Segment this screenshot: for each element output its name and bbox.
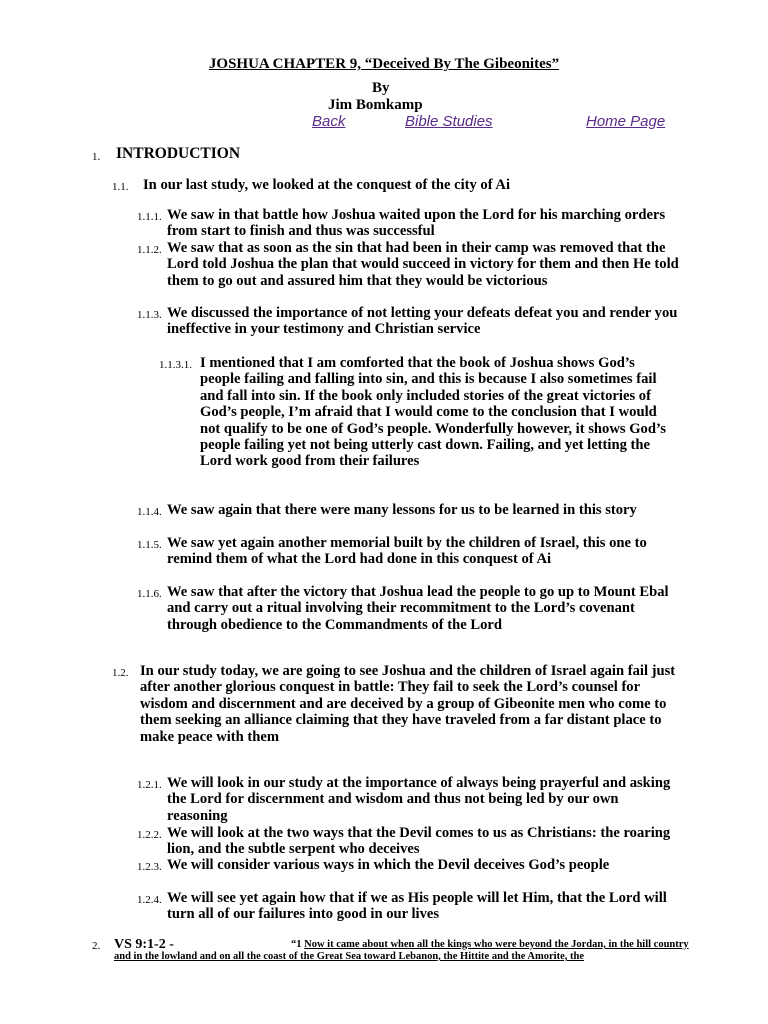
outline-number: 1.2.3. [137,861,162,873]
outline-number: 1.2.4. [137,894,162,906]
outline-text: I mentioned that I am comforted that the book of Joshua shows God’s people failing and falling into sin, and this is because I also sometimes fail and fall into sin. If the book only included stories of the great victories of God’s people, I’m afraid that I would come to the conclusion that I would not qualify to be one of God’s people. Wonderfully however, it shows God’s people failing yet not being utterly cast down. Failing, and yet letting the Lord work good from their failures [200,355,666,470]
verse-heading: VS 9:1-2 - [114,937,174,952]
outline-item-1-2-1 [137,775,679,824]
outline-item-1-1-5 [137,535,679,568]
outline-text: We discussed the importance of not letting your defeats defeat you and render you ineffective in your testimony and Christian service [167,305,678,338]
outline-number: 2. [92,940,101,952]
outline-text: We will look at the two ways that the Devil comes to us as Christians: the roaring lion, and the subtle serpent who deceives [167,825,671,858]
outline-text: In our last study, we looked at the conquest of the city of Ai [143,177,511,193]
outline-text: We saw that after the victory that Joshua lead the people to go up to Mount Ebal and carry out a ritual involving their recommitment to the Lord’s covenant through obedience to the Commandments of the Lord [167,584,669,633]
author-name: Jim Bomkamp [328,97,423,113]
outline-item-1-1-3 [137,305,679,338]
outline-number: 1.1.6. [137,588,162,600]
outline-item-1-1-2 [137,240,679,289]
bible-studies-link[interactable]: Bible Studies [405,113,493,130]
outline-number: 1.1. [112,181,129,193]
outline-text: We saw in that battle how Joshua waited upon the Lord for his marching orders from start to finish and thus was successful [167,207,666,240]
home-page-link[interactable]: Home Page [586,113,666,130]
outline-text: We saw that as soon as the sin that had been in their camp was removed that the Lord told Joshua the plan that would succeed in victory for them and then He told them to go out and assured him that they would be victorious [167,240,679,289]
outline-number: 1.1.3.1. [159,359,192,371]
outline-number: 1.1.2. [137,244,162,256]
section-introduction [92,145,676,163]
outline-text: We saw again that there were many lessons for us to be learned in this story [167,502,637,518]
outline-number: 1. [92,151,101,163]
outline-number: 1.2.1. [137,779,162,791]
outline-text: We saw yet again another memorial built by the children of Israel, this one to remind them of what the Lord had done in this conquest of Ai [167,535,647,568]
outline-item-1-2-3 [137,857,679,873]
outline-number: 1.1.3. [137,309,162,321]
outline-text: In our study today, we are going to see Joshua and the children of Israel again fail just after another glorious conquest in battle: They fail to seek the Lord’s counsel for wisdom and discernment and are deceived by a group of Gibeonite men who come to them seeking an alliance claiming that they have traveled from a far distant place to make peace with them [140,663,676,745]
page-title: JOSHUA CHAPTER 9, “Deceived By The Gibeonites” [208,56,560,72]
outline-item-1-1-6 [137,584,679,633]
outline-item-1-2 [112,663,682,745]
scripture-quote-line-2: and in the lowland and on all the coast of the Great Sea toward Lebanon, the Hittite and the Amorite, the [114,951,584,962]
outline-item-1-2-4 [137,890,679,923]
outline-number: 1.1.4. [137,506,162,518]
outline-number: 1.1.1. [137,211,162,223]
outline-item-1-1-3-1 [159,355,670,470]
scripture-text: Now it came about when all the kings who were beyond the Jordan, in the hill country [304,939,689,950]
by-label: By [372,80,390,96]
outline-text: We will look in our study at the importance of always being prayerful and asking the Lord for discernment and wisdom and thus not being led by our own reasoning [167,775,671,824]
section-heading: INTRODUCTION [116,145,241,162]
outline-item-1-2-2 [137,825,679,858]
outline-number: 1.2. [112,667,129,679]
scripture-quote-line-1 [291,939,689,950]
outline-item-1-1-1 [137,207,679,240]
outline-number: 1.1.5. [137,539,162,551]
back-link[interactable]: Back [312,113,346,130]
outline-item-1-1-4 [137,502,679,518]
outline-item-1-1 [112,177,683,193]
verse-number: “1 [291,939,302,950]
outline-text: We will consider various ways in which the Devil deceives God’s people [167,857,610,873]
outline-text: We will see yet again how that if we as His people will let Him, that the Lord will turn all of our failures into good in our lives [167,890,667,923]
outline-number: 1.2.2. [137,829,162,841]
